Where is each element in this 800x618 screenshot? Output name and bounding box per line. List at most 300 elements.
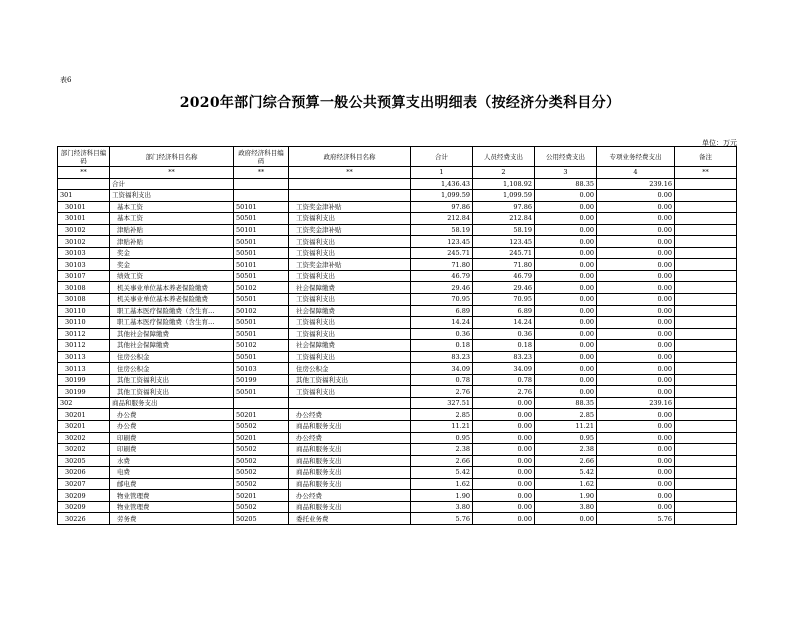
cell-gov-code: 50205	[234, 513, 289, 525]
cell-dept-code: 30206	[58, 467, 110, 479]
cell-personnel: 70.95	[473, 294, 535, 306]
cell-dept-name: 其他工资福利支出	[110, 386, 234, 398]
subheader-cell: **	[234, 167, 289, 179]
cell-dept-code: 30103	[58, 247, 110, 259]
cell-public: 0.00	[535, 294, 597, 306]
cell-dept-name: 合计	[110, 178, 234, 190]
cell-total: 1.90	[411, 490, 473, 502]
cell-total: 0.18	[411, 340, 473, 352]
cell-note	[675, 467, 737, 479]
cell-dept-name: 机关事业单位基本养老保险缴费	[110, 282, 234, 294]
cell-note	[675, 328, 737, 340]
cell-personnel: 1,099.59	[473, 190, 535, 202]
cell-public: 0.00	[535, 374, 597, 386]
cell-dept-code: 301	[58, 190, 110, 202]
header-cell-gov-name: 政府经济科目名称	[289, 147, 411, 167]
cell-gov-name: 商品和服务支出	[289, 421, 411, 433]
cell-gov-code: 50502	[234, 501, 289, 513]
table-row	[58, 317, 737, 329]
cell-personnel: 212.84	[473, 213, 535, 225]
cell-public: 0.00	[535, 363, 597, 375]
cell-public: 2.38	[535, 444, 597, 456]
cell-dept-code: 30202	[58, 432, 110, 444]
cell-dept-code: 302	[58, 397, 110, 409]
cell-special: 0.00	[597, 478, 675, 490]
cell-total: 83.23	[411, 351, 473, 363]
cell-gov-code	[234, 397, 289, 409]
cell-public: 3.80	[535, 501, 597, 513]
table-row	[58, 282, 737, 294]
cell-total: 1.62	[411, 478, 473, 490]
cell-gov-name: 工资福利支出	[289, 270, 411, 282]
cell-dept-name: 物业管理费	[110, 490, 234, 502]
table-row	[58, 224, 737, 236]
cell-gov-name: 工资福利支出	[289, 294, 411, 306]
cell-dept-name: 奖金	[110, 247, 234, 259]
cell-special: 0.00	[597, 421, 675, 433]
cell-note	[675, 270, 737, 282]
cell-gov-code	[234, 178, 289, 190]
table-row	[58, 397, 737, 409]
cell-gov-code: 50201	[234, 432, 289, 444]
cell-gov-code: 50501	[234, 236, 289, 248]
cell-public: 0.00	[535, 201, 597, 213]
cell-personnel: 6.89	[473, 305, 535, 317]
cell-personnel: 0.36	[473, 328, 535, 340]
cell-gov-code: 50501	[234, 270, 289, 282]
cell-gov-name: 委托业务费	[289, 513, 411, 525]
cell-note	[675, 444, 737, 456]
cell-gov-name: 社会保障缴费	[289, 305, 411, 317]
table-row	[58, 432, 737, 444]
cell-special: 0.00	[597, 201, 675, 213]
header-cell-dept-code: 部门经济科目编码	[58, 147, 110, 167]
cell-dept-code: 30207	[58, 478, 110, 490]
cell-gov-name: 商品和服务支出	[289, 501, 411, 513]
cell-total: 34.09	[411, 363, 473, 375]
cell-dept-name: 津贴补贴	[110, 224, 234, 236]
table-row	[58, 351, 737, 363]
cell-gov-name: 办公经费	[289, 432, 411, 444]
cell-dept-code: 30108	[58, 294, 110, 306]
cell-public: 2.66	[535, 455, 597, 467]
cell-special: 0.00	[597, 236, 675, 248]
table-row	[58, 444, 737, 456]
cell-dept-code: 30113	[58, 351, 110, 363]
cell-personnel: 0.00	[473, 444, 535, 456]
table-row	[58, 190, 737, 202]
cell-note	[675, 178, 737, 190]
cell-gov-name: 工资福利支出	[289, 213, 411, 225]
table-row	[58, 247, 737, 259]
cell-total: 1,099.59	[411, 190, 473, 202]
cell-special: 0.00	[597, 317, 675, 329]
cell-special: 0.00	[597, 224, 675, 236]
cell-public: 0.00	[535, 317, 597, 329]
cell-total: 58.19	[411, 224, 473, 236]
cell-dept-code: 30199	[58, 386, 110, 398]
cell-special: 0.00	[597, 340, 675, 352]
cell-public: 11.21	[535, 421, 597, 433]
cell-note	[675, 294, 737, 306]
cell-public: 0.00	[535, 190, 597, 202]
cell-note	[675, 282, 737, 294]
cell-dept-name: 职工基本医疗保险缴费（含生育…	[110, 317, 234, 329]
cell-total: 2.76	[411, 386, 473, 398]
cell-dept-name: 机关事业单位基本养老保险缴费	[110, 294, 234, 306]
cell-gov-name: 工资奖金津补贴	[289, 224, 411, 236]
cell-total: 71.80	[411, 259, 473, 271]
cell-special: 0.00	[597, 490, 675, 502]
table-row	[58, 201, 737, 213]
cell-gov-name: 商品和服务支出	[289, 478, 411, 490]
cell-total: 29.46	[411, 282, 473, 294]
page-title: 2020年部门综合预算一般公共预算支出明细表（按经济分类科目分）	[179, 95, 621, 111]
table-row	[58, 178, 737, 190]
cell-note	[675, 201, 737, 213]
cell-special: 0.00	[597, 328, 675, 340]
cell-note	[675, 478, 737, 490]
cell-dept-code: 30226	[58, 513, 110, 525]
table-row	[58, 340, 737, 352]
cell-gov-code: 50502	[234, 421, 289, 433]
cell-note	[675, 213, 737, 225]
cell-dept-code: 30201	[58, 409, 110, 421]
cell-dept-name: 邮电费	[110, 478, 234, 490]
cell-dept-code	[58, 178, 110, 190]
cell-gov-code: 50501	[234, 351, 289, 363]
subheader-cell: 4	[597, 167, 675, 179]
cell-special: 0.00	[597, 247, 675, 259]
cell-gov-name: 工资奖金津补贴	[289, 259, 411, 271]
cell-note	[675, 409, 737, 421]
cell-personnel: 0.00	[473, 501, 535, 513]
cell-special: 5.76	[597, 513, 675, 525]
cell-gov-code: 50501	[234, 386, 289, 398]
cell-gov-code	[234, 190, 289, 202]
cell-special: 0.00	[597, 455, 675, 467]
table-number-label: 表6	[60, 76, 72, 84]
cell-gov-code: 50501	[234, 317, 289, 329]
cell-personnel: 1,108.92	[473, 178, 535, 190]
cell-gov-code: 50201	[234, 409, 289, 421]
table-row	[58, 478, 737, 490]
header-cell-dept-name: 部门经济科目名称	[110, 147, 234, 167]
table-row	[58, 363, 737, 375]
cell-gov-name	[289, 397, 411, 409]
cell-public: 0.95	[535, 432, 597, 444]
cell-gov-code: 50501	[234, 213, 289, 225]
cell-public: 0.00	[535, 305, 597, 317]
cell-personnel: 2.76	[473, 386, 535, 398]
cell-public: 88.35	[535, 397, 597, 409]
cell-dept-name: 津贴补贴	[110, 236, 234, 248]
cell-gov-name: 其他工资福利支出	[289, 374, 411, 386]
cell-dept-code: 30101	[58, 201, 110, 213]
table-row	[58, 270, 737, 282]
cell-personnel: 0.00	[473, 467, 535, 479]
table-row	[58, 455, 737, 467]
cell-dept-name: 绩效工资	[110, 270, 234, 282]
subheader-row	[58, 167, 737, 179]
table-row	[58, 490, 737, 502]
unit-label: 单位：万元	[702, 139, 737, 147]
cell-gov-name: 办公经费	[289, 490, 411, 502]
cell-personnel: 0.00	[473, 455, 535, 467]
cell-special: 0.00	[597, 305, 675, 317]
cell-gov-code: 50502	[234, 455, 289, 467]
cell-personnel: 34.09	[473, 363, 535, 375]
subheader-cell: 1	[411, 167, 473, 179]
cell-gov-code: 50199	[234, 374, 289, 386]
cell-dept-name: 印刷费	[110, 444, 234, 456]
cell-special: 0.00	[597, 213, 675, 225]
cell-gov-code: 50201	[234, 490, 289, 502]
table-row	[58, 513, 737, 525]
header-cell-total: 合计	[411, 147, 473, 167]
cell-personnel: 83.23	[473, 351, 535, 363]
cell-public: 0.00	[535, 386, 597, 398]
cell-note	[675, 455, 737, 467]
cell-gov-code: 50502	[234, 478, 289, 490]
cell-gov-code: 50502	[234, 444, 289, 456]
subheader-cell: **	[675, 167, 737, 179]
table-row	[58, 305, 737, 317]
cell-gov-name: 社会保障缴费	[289, 282, 411, 294]
cell-personnel: 71.80	[473, 259, 535, 271]
cell-public: 1.62	[535, 478, 597, 490]
cell-gov-name: 社会保障缴费	[289, 340, 411, 352]
cell-dept-code: 30110	[58, 317, 110, 329]
cell-public: 5.42	[535, 467, 597, 479]
cell-total: 245.71	[411, 247, 473, 259]
cell-note	[675, 501, 737, 513]
cell-note	[675, 317, 737, 329]
table-row	[58, 421, 737, 433]
cell-personnel: 0.00	[473, 478, 535, 490]
cell-note	[675, 374, 737, 386]
cell-personnel: 0.00	[473, 421, 535, 433]
cell-dept-name: 办公费	[110, 409, 234, 421]
cell-total: 5.42	[411, 467, 473, 479]
cell-public: 0.00	[535, 340, 597, 352]
cell-special: 0.00	[597, 444, 675, 456]
cell-note	[675, 224, 737, 236]
cell-gov-code: 50103	[234, 363, 289, 375]
header-row	[58, 147, 737, 167]
cell-gov-code: 50502	[234, 467, 289, 479]
cell-personnel: 14.24	[473, 317, 535, 329]
cell-dept-code: 30209	[58, 501, 110, 513]
cell-special: 0.00	[597, 294, 675, 306]
cell-personnel: 97.86	[473, 201, 535, 213]
cell-public: 0.00	[535, 259, 597, 271]
cell-personnel: 58.19	[473, 224, 535, 236]
cell-dept-name: 其他社会保障缴费	[110, 328, 234, 340]
cell-personnel: 46.79	[473, 270, 535, 282]
cell-gov-name: 工资福利支出	[289, 328, 411, 340]
cell-gov-code: 50101	[234, 201, 289, 213]
cell-gov-name: 工资奖金津补贴	[289, 201, 411, 213]
cell-total: 1,436.43	[411, 178, 473, 190]
header-cell-personnel: 人员经费支出	[473, 147, 535, 167]
cell-dept-code: 30101	[58, 213, 110, 225]
cell-total: 123.45	[411, 236, 473, 248]
subheader-cell: **	[289, 167, 411, 179]
table-row	[58, 467, 737, 479]
cell-total: 46.79	[411, 270, 473, 282]
cell-dept-code: 30199	[58, 374, 110, 386]
cell-dept-code: 30103	[58, 259, 110, 271]
header-cell-public: 公用经费支出	[535, 147, 597, 167]
cell-total: 212.84	[411, 213, 473, 225]
cell-gov-code: 50102	[234, 340, 289, 352]
cell-gov-name: 商品和服务支出	[289, 455, 411, 467]
cell-dept-name: 基本工资	[110, 201, 234, 213]
cell-gov-name: 办公经费	[289, 409, 411, 421]
cell-dept-code: 30201	[58, 421, 110, 433]
cell-total: 0.36	[411, 328, 473, 340]
cell-dept-name: 办公费	[110, 421, 234, 433]
cell-total: 2.38	[411, 444, 473, 456]
cell-special: 0.00	[597, 282, 675, 294]
header-cell-gov-code: 政府经济科目编码	[234, 147, 289, 167]
cell-special: 0.00	[597, 190, 675, 202]
expenditure-table	[57, 146, 737, 525]
cell-personnel: 0.78	[473, 374, 535, 386]
cell-dept-name: 劳务费	[110, 513, 234, 525]
cell-note	[675, 305, 737, 317]
cell-gov-code: 50501	[234, 247, 289, 259]
cell-personnel: 245.71	[473, 247, 535, 259]
cell-gov-name: 工资福利支出	[289, 317, 411, 329]
cell-dept-name: 基本工资	[110, 213, 234, 225]
cell-special: 0.00	[597, 363, 675, 375]
cell-dept-code: 30108	[58, 282, 110, 294]
cell-personnel: 0.00	[473, 409, 535, 421]
cell-personnel: 0.00	[473, 513, 535, 525]
cell-total: 3.80	[411, 501, 473, 513]
cell-dept-code: 30110	[58, 305, 110, 317]
cell-note	[675, 236, 737, 248]
cell-total: 2.66	[411, 455, 473, 467]
cell-special: 0.00	[597, 501, 675, 513]
cell-special: 0.00	[597, 374, 675, 386]
cell-total: 327.51	[411, 397, 473, 409]
cell-note	[675, 490, 737, 502]
cell-note	[675, 421, 737, 433]
cell-total: 70.95	[411, 294, 473, 306]
cell-total: 14.24	[411, 317, 473, 329]
cell-note	[675, 397, 737, 409]
cell-gov-code: 50501	[234, 328, 289, 340]
cell-dept-code: 30107	[58, 270, 110, 282]
cell-public: 0.00	[535, 513, 597, 525]
table-row	[58, 236, 737, 248]
header-cell-note: 备注	[675, 147, 737, 167]
cell-personnel: 0.00	[473, 490, 535, 502]
cell-dept-name: 职工基本医疗保险缴费（含生育…	[110, 305, 234, 317]
cell-gov-name: 住房公积金	[289, 363, 411, 375]
cell-special: 0.00	[597, 432, 675, 444]
cell-public: 88.35	[535, 178, 597, 190]
table-row	[58, 328, 737, 340]
cell-dept-name: 电费	[110, 467, 234, 479]
cell-total: 0.95	[411, 432, 473, 444]
header-cell-special: 专项业务经费支出	[597, 147, 675, 167]
cell-total: 6.89	[411, 305, 473, 317]
cell-dept-code: 30112	[58, 340, 110, 352]
cell-special: 0.00	[597, 386, 675, 398]
cell-note	[675, 351, 737, 363]
cell-total: 0.78	[411, 374, 473, 386]
cell-dept-code: 30102	[58, 224, 110, 236]
cell-gov-code: 50101	[234, 259, 289, 271]
subheader-cell: 3	[535, 167, 597, 179]
cell-public: 0.00	[535, 224, 597, 236]
cell-public: 0.00	[535, 351, 597, 363]
cell-dept-name: 物业管理费	[110, 501, 234, 513]
cell-gov-name: 工资福利支出	[289, 247, 411, 259]
cell-special: 0.00	[597, 409, 675, 421]
cell-dept-name: 其他社会保障缴费	[110, 340, 234, 352]
cell-public: 0.00	[535, 328, 597, 340]
cell-personnel: 0.00	[473, 397, 535, 409]
cell-personnel: 0.18	[473, 340, 535, 352]
cell-special: 239.16	[597, 397, 675, 409]
cell-personnel: 0.00	[473, 432, 535, 444]
cell-gov-name: 商品和服务支出	[289, 467, 411, 479]
cell-public: 0.00	[535, 236, 597, 248]
cell-gov-code: 50501	[234, 294, 289, 306]
cell-dept-name: 印刷费	[110, 432, 234, 444]
cell-personnel: 123.45	[473, 236, 535, 248]
cell-special: 0.00	[597, 270, 675, 282]
cell-gov-code: 50102	[234, 282, 289, 294]
cell-dept-name: 其他工资福利支出	[110, 374, 234, 386]
subheader-cell: 2	[473, 167, 535, 179]
cell-note	[675, 363, 737, 375]
table-row	[58, 374, 737, 386]
cell-public: 0.00	[535, 213, 597, 225]
cell-dept-name: 住房公积金	[110, 351, 234, 363]
cell-note	[675, 432, 737, 444]
cell-gov-name: 工资福利支出	[289, 386, 411, 398]
cell-gov-name	[289, 178, 411, 190]
cell-note	[675, 513, 737, 525]
table-row	[58, 259, 737, 271]
cell-public: 0.00	[535, 247, 597, 259]
cell-public: 2.85	[535, 409, 597, 421]
cell-dept-code: 30205	[58, 455, 110, 467]
cell-note	[675, 386, 737, 398]
cell-gov-name	[289, 190, 411, 202]
cell-dept-name: 工资福利支出	[110, 190, 234, 202]
cell-note	[675, 247, 737, 259]
subheader-cell: **	[110, 167, 234, 179]
table-row	[58, 213, 737, 225]
cell-dept-name: 奖金	[110, 259, 234, 271]
cell-dept-name: 商品和服务支出	[110, 397, 234, 409]
cell-dept-name: 住房公积金	[110, 363, 234, 375]
cell-total: 5.76	[411, 513, 473, 525]
cell-gov-code: 50101	[234, 224, 289, 236]
cell-dept-code: 30202	[58, 444, 110, 456]
cell-total: 97.86	[411, 201, 473, 213]
cell-total: 2.85	[411, 409, 473, 421]
cell-dept-code: 30209	[58, 490, 110, 502]
cell-public: 0.00	[535, 282, 597, 294]
